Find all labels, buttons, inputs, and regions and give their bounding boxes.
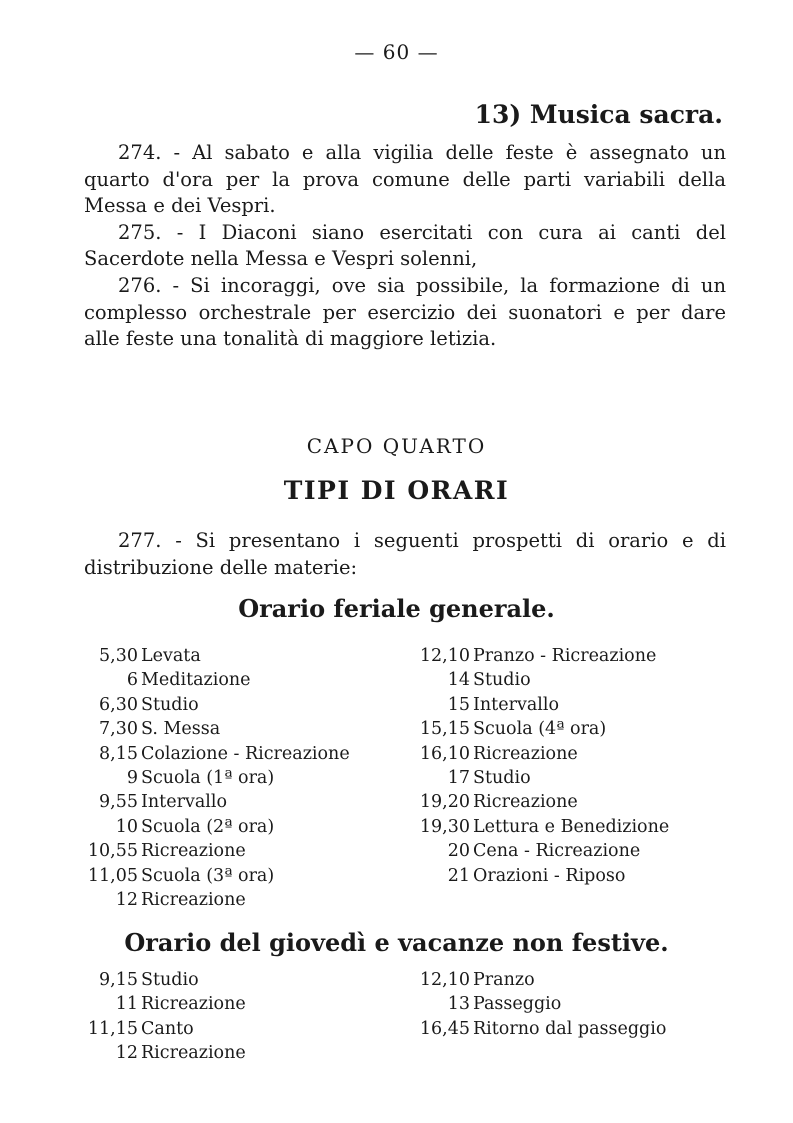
schedule-row: [412, 668, 669, 692]
schedule-title-feriale: Orario feriale generale.: [238, 594, 555, 623]
schedule-time: 19,20: [419, 792, 470, 813]
schedule-time: 12: [115, 1043, 138, 1064]
schedule-row: [412, 864, 669, 888]
schedule-row: [80, 766, 350, 790]
schedule-activity: Studio: [473, 768, 531, 789]
schedule-activity: Orazioni - Riposo: [473, 865, 626, 886]
schedule-time: 9,15: [99, 970, 138, 990]
schedule-row: [80, 992, 246, 1016]
schedule-row: [80, 839, 350, 863]
schedule-activity: Ricreazione: [141, 1043, 246, 1064]
schedule-activity: Studio: [473, 670, 531, 691]
schedule-row: [80, 1017, 246, 1041]
schedule-time: 12,10: [419, 970, 470, 990]
schedule-row: [80, 742, 350, 766]
schedule-time: 19,30: [419, 816, 470, 837]
schedule-time: 13: [447, 994, 470, 1015]
schedule-time: 15,15: [419, 719, 470, 740]
schedule-row: [80, 864, 350, 888]
schedule-giovedi-right: [412, 968, 666, 1041]
schedule-feriale-right: [412, 644, 669, 888]
intro: [84, 528, 726, 581]
schedule-row: [80, 693, 350, 717]
schedule-row: [80, 644, 350, 668]
schedule-row: [412, 742, 669, 766]
chapter-label: CAPO QUARTO: [306, 434, 487, 458]
schedule-title-giovedi: Orario del giovedì e vacanze non festive.: [124, 928, 669, 957]
schedule-giovedi-left: [80, 968, 246, 1066]
schedule-time: 10,55: [87, 841, 138, 862]
schedule-time: 6,30: [99, 694, 138, 715]
schedule-activity: Intervallo: [141, 792, 227, 813]
schedule-time: 15: [447, 694, 470, 715]
schedule-time: 11: [115, 994, 138, 1015]
schedule-row: [412, 992, 666, 1016]
schedule-activity: Ricreazione: [473, 792, 578, 813]
schedule-activity: Ricreazione: [141, 890, 246, 911]
schedule-row: [412, 644, 669, 668]
schedule-row: [80, 888, 350, 912]
schedule-row: [80, 968, 246, 992]
chapter-title: TIPI DI ORARI: [283, 476, 510, 505]
schedule-time: 21: [447, 865, 470, 886]
schedule-time: 11,05: [87, 865, 138, 886]
section-heading: 13) Musica sacra.: [474, 100, 723, 129]
schedule-row: [412, 717, 669, 741]
schedule-row: [412, 815, 669, 839]
schedule-activity: Canto: [141, 1018, 194, 1039]
schedule-activity: Passeggio: [473, 994, 562, 1015]
schedule-time: 9: [126, 768, 138, 789]
schedule-time: 12,10: [419, 646, 470, 666]
schedule-row: [80, 815, 350, 839]
schedule-activity: S. Messa: [141, 719, 221, 740]
schedule-row: [80, 1041, 246, 1065]
paragraph-275: 275. - I Diaconi siano esercitati con cura ai canti del Sacerdote nella Messa e Vespri solenni,: [84, 220, 726, 271]
schedule-time: 7,30: [99, 719, 138, 740]
schedule-activity: Ricreazione: [141, 841, 246, 862]
paragraph-276: 276. - Si incoraggi, ove sia possibile, la formazione di un complesso orchestrale per esercizio dei suonatori e per dare alle feste una tonalità di maggiore letizia.: [84, 273, 726, 351]
schedule-time: 16,10: [419, 743, 470, 764]
schedule-time: 8,15: [99, 743, 138, 764]
schedule-activity: Pranzo - Ricreazione: [473, 646, 657, 666]
schedule-time: 17: [447, 768, 470, 789]
schedule-row: [412, 968, 666, 992]
schedule-time: 6: [126, 670, 138, 691]
paragraphs: [84, 140, 726, 353]
schedule-activity: Scuola (2ª ora): [141, 816, 275, 837]
schedule-activity: Ritorno dal passeggio: [473, 1018, 667, 1039]
schedule-activity: Ricreazione: [141, 994, 246, 1015]
schedule-time: 14: [447, 670, 470, 691]
schedule-time: 20: [447, 841, 470, 862]
schedule-row: [80, 717, 350, 741]
schedule-feriale-left: [80, 644, 350, 912]
paragraph-277: 277. - Si presentano i seguenti prospetti di orario e di distribuzione delle materie:: [84, 529, 726, 579]
schedule-activity: Levata: [141, 646, 201, 666]
schedule-time: 10: [115, 816, 138, 837]
schedule-activity: Pranzo: [473, 970, 535, 990]
schedule-activity: Scuola (4ª ora): [473, 719, 607, 740]
schedule-activity: Scuola (3ª ora): [141, 865, 275, 886]
schedule-time: 16,45: [419, 1018, 470, 1039]
schedule-time: 11,15: [87, 1018, 138, 1039]
schedule-time: 12: [115, 890, 138, 911]
schedule-activity: Studio: [141, 970, 199, 990]
schedule-activity: Colazione - Ricreazione: [141, 743, 350, 764]
schedule-row: [80, 790, 350, 814]
schedule-row: [412, 766, 669, 790]
schedule-row: [412, 1017, 666, 1041]
schedule-activity: Intervallo: [473, 694, 559, 715]
schedule-activity: Cena - Ricreazione: [473, 841, 641, 862]
schedule-time: 9,55: [99, 792, 138, 813]
schedule-row: [412, 790, 669, 814]
paragraph-274: 274. - Al sabato e alla vigilia delle feste è assegnato un quarto d'ora per la prova comune delle parti variabili della Messa e dei Vespri.: [84, 141, 726, 218]
schedule-activity: Lettura e Benedizione: [473, 816, 670, 837]
schedule-activity: Scuola (1ª ora): [141, 768, 275, 789]
schedule-time: 5,30: [99, 646, 138, 666]
schedule-row: [80, 668, 350, 692]
schedule-activity: Meditazione: [141, 670, 251, 691]
schedule-row: [412, 839, 669, 863]
schedule-row: [412, 693, 669, 717]
schedule-activity: Studio: [141, 694, 199, 715]
schedule-activity: Ricreazione: [473, 743, 578, 764]
page-number: — 60 —: [354, 40, 439, 64]
